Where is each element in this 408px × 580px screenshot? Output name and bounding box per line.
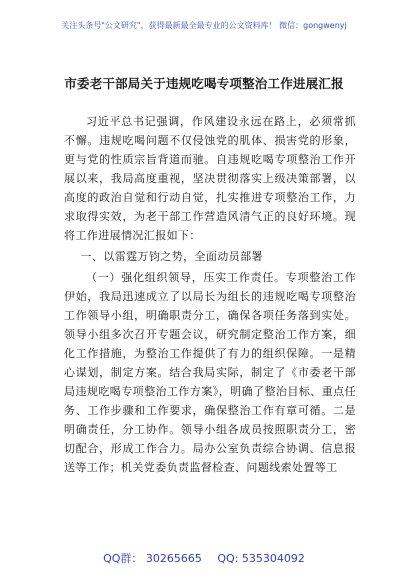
footer-contact xyxy=(0,550,408,566)
section-heading-1: 一、以雷霆万钧之势，全面动员部署 xyxy=(80,250,263,263)
document-body xyxy=(64,112,356,479)
subsection-paragraph-1: （一）强化组织领导，压实工作责任。专项整治工作伊始，我局迅速成立了以局长为组长的违规吃喝专项整治工作领导小组，明确职责分工，确保各项任务落到实处。领导小组多次召开专题会议，研究制定整治工作方案，细化工作措施，为整治工作提供了有力的组织保障。一是精心谋划，制定方案。结合我局实际，制定了《市委老干部局违规吃喝专项整治工作方案》，明确了整治目标、重点任务、工作步骤和工作要求，确保整治工作有章可循。二是明确责任，分工协作。领导小组各成员按照职责分工，密切配合，形成工作合力。局办公室负责综合协调、信息报送等工作；机关党委负责监督检查、问题线索处置等工 xyxy=(64,271,356,474)
footer-qq-group: QQ群： 30265665 xyxy=(103,552,202,565)
intro-paragraph: 习近平总书记强调，作风建设永远在路上，必须常抓不懈。违规吃喝问题不仅侵蚀党的肌体、损害党的形象，更与党的性质宗旨背道而驰。自违规吃喝专项整治工作开展以来，我局高度重视，坚决贯彻落实上级决策部署，以高度的政治自觉和行动自觉，扎实推进专项整治工作，力求取得实效，为老干部工作营造风清气正的良好环境。现将工作进展情况汇报如下： xyxy=(64,115,356,242)
header-watermark-note: 关注头条号"公文研究"，获得最新最全最专业的公文资料库！ 微信：gongwenyj xyxy=(61,21,347,30)
document-title: 市委老干部局关于违规吃喝专项整治工作进展汇报 xyxy=(64,76,344,91)
footer-qq-number: QQ: 535304092 xyxy=(217,552,305,565)
